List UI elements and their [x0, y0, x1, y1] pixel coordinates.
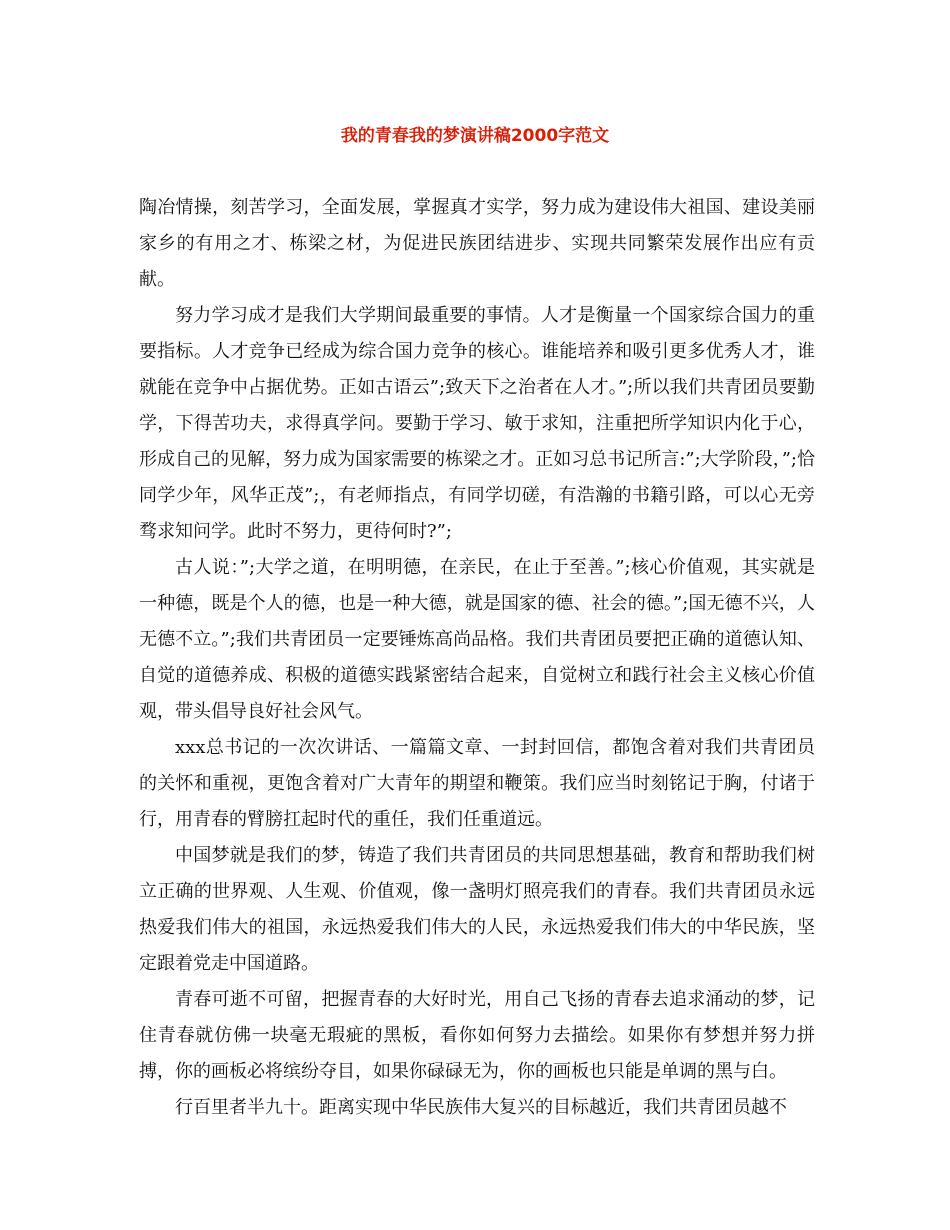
paragraph-4: xxx总书记的一次次讲话、一篇篇文章、一封封回信，都饱含着对我们共青团员的关怀和重视，更饱含着对广大青年的期望和鞭策。我们应当时刻铭记于胸，付诸于行，用青春的臂膀扛起时代的重任，我们任重道远。 [139, 737, 815, 830]
paragraph-7: 行百里者半九十。距离实现中华民族伟大复兴的目标越近，我们共青团员越不 [175, 1097, 787, 1118]
document-title: 我的青春我的梦演讲稿2000字范文 [340, 126, 610, 146]
paragraph-3: 古人说：”;大学之道，在明明德，在亲民，在止于至善。”;核心价值观，其实就是一种德，既是个人的德，也是一种大德，就是国家的德、社会的德。”;国无德不兴，人无德不立。”;我们共青团员一定要锤炼高尚品格。我们共青团员要把正确的道德认知、自觉的道德养成、积极的道德实践紧密结合起来，自觉树立和践行社会主义核心价值观，带头倡导良好社会风气。 [139, 557, 815, 722]
paragraph-6: 青春可逝不可留，把握青春的大好时光，用自己飞扬的青春去追求涌动的梦，记住青春就仿佛一块毫无瑕疵的黑板，看你如何努力去描绘。如果你有梦想并努力拼搏，你的画板必将缤纷夺目，如果你碌碌无为，你的画板也只能是单调的黑与白。 [139, 989, 815, 1082]
paragraph-5: 中国梦就是我们的梦，铸造了我们共青团员的共同思想基础，教育和帮助我们树立正确的世界观、人生观、价值观，像一盏明灯照亮我们的青春。我们共青团员永远热爱我们伟大的祖国，永远热爱我们伟大的人民，永远热爱我们伟大的中华民族，坚定跟着党走中国道路。 [139, 845, 815, 974]
document-body [139, 190, 815, 1126]
paragraph-1: 陶冶情操，刻苦学习，全面发展，掌握真才实学，努力成为建设伟大祖国、建设美丽家乡的有用之才、栋梁之材，为促进民族团结进步、实现共同繁荣发展作出应有贡献。 [139, 197, 815, 290]
paragraph-2: 努力学习成才是我们大学期间最重要的事情。人才是衡量一个国家综合国力的重要指标。人才竞争已经成为综合国力竞争的核心。谁能培养和吸引更多优秀人才，谁就能在竞争中占据优势。正如古语云”;致天下之治者在人才。”;所以我们共青团员要勤学，下得苦功夫，求得真学问。要勤于学习、敏于求知，注重把所学知识内化于心，形成自己的见解，努力成为国家需要的栋梁之才。正如习总书记所言:”;大学阶段，”;恰同学少年，风华正茂”;，有老师指点，有同学切磋，有浩瀚的书籍引路，可以心无旁骛求知问学。此时不努力，更待何时?”; [139, 305, 815, 542]
